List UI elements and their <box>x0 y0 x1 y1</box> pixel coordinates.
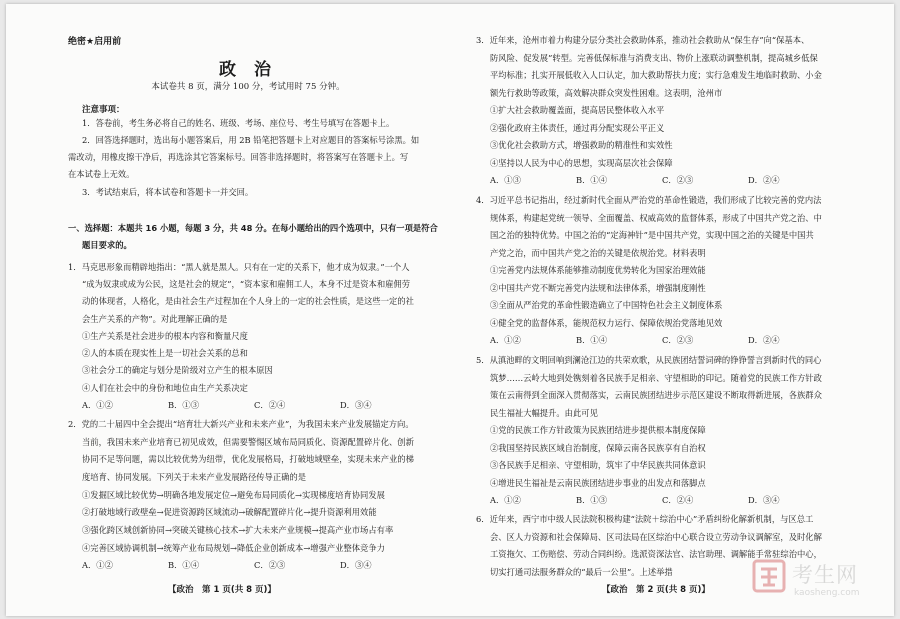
question-4-line: 4．习近平总书记指出，经过新时代全面从严治党的革命性锻造，我们形成了比较完善的党内法 <box>476 195 822 205</box>
question-5-line: 5．从滇池畔的文明回响到澜沧江边的共荣欢歌，从民族团结誓词碑的铮铮誓言到新时代的同心 <box>476 355 822 365</box>
option-b[interactable]: B．①④ <box>576 335 607 345</box>
secret-label: 绝密★启用前 <box>68 37 122 47</box>
question-3-item: ④坚持以人民为中心的思想，实现高层次社会保障 <box>490 158 673 168</box>
option-c[interactable]: C．②④ <box>254 400 286 410</box>
notice-line: 需改动，用橡皮擦干净后，再选涂其它答案标号。回答非选择题时，将答案写在答题卡上。写 <box>68 152 409 162</box>
page-footer-left: 【政治 第 1 页(共 8 页)】 <box>168 585 276 595</box>
kaosheng-logo-icon <box>752 559 786 593</box>
option-d[interactable]: D．②④ <box>748 175 780 185</box>
question-2-options <box>82 557 426 575</box>
question-4-item: ③全面从严治党的革命性锻造确立了中国特色社会主义制度体系 <box>490 300 723 310</box>
question-5-line: 策在云南得到全面深入贯彻落实，云南民族团结进步示范区建设不断取得新进展，各族群众 <box>490 390 822 400</box>
question-1-item: ③社会分工的确定与划分是阶级对立产生的根本原因 <box>82 365 273 375</box>
question-1-line: 会生产关系的产物”。对此理解正确的是 <box>82 314 228 324</box>
option-a[interactable]: A．①② <box>490 495 521 505</box>
notice-heading: 注意事项： <box>82 105 125 115</box>
question-1-item: ④人们在社会中的身份和地位由生产关系决定 <box>82 383 248 393</box>
question-2-line: 协同不足等问题，需以比较优势为纽带，优化发展格局，打破地域壁垒，实现未来产业的梯 <box>82 454 414 464</box>
watermark-name: 考生网 <box>792 563 858 587</box>
question-4-item: ①完善党内法规体系能够推动制度优势转化为国家治理效能 <box>490 265 706 275</box>
option-d[interactable]: D．③④ <box>340 560 372 570</box>
page-footer-right: 【政治 第 2 页(共 8 页)】 <box>602 585 710 595</box>
question-6-line: 切实打通司法服务群众的“最后一公里”。上述举措 <box>490 567 673 577</box>
question-3-item: ①扩大社会救助覆盖面，提高居民整体收入水平 <box>490 105 665 115</box>
question-1-item: ②人的本质在现实性上是一切社会关系的总和 <box>82 348 248 358</box>
question-3-line: 防风险、促发展”转型。完善低保标准与消费支出、物价上涨联动调整机制，提高城乡低保 <box>490 53 818 63</box>
notice-line: 1．答卷前，考生务必将自己的姓名、班级、考场、座位号、考生号填写在答题卡上。 <box>82 118 395 128</box>
question-4-options <box>490 332 834 350</box>
section-heading-cont: 题目要求的。 <box>82 240 132 250</box>
question-4-line: 国之治的独特优势。中国之治的“定海神针”是中国共产党，实现中国之治的关键是中国共 <box>490 230 814 240</box>
exam-paper-sheet <box>6 4 894 616</box>
question-5-line: 筑梦……云岭大地到处镌刻着各民族手足相亲、守望相助的印记。随着党的民族工作方针政 <box>490 373 822 383</box>
question-4-item: ④健全党的监督体系，能规范权力运行、保障依规治党落地见效 <box>490 318 723 328</box>
watermark <box>752 555 900 615</box>
question-4-line: 规体系，构建起党统一领导、全面覆盖、权威高效的监督体系，形成了中国共产党之治、中 <box>490 213 822 223</box>
option-b[interactable]: B．①④ <box>168 560 199 570</box>
option-a[interactable]: A．①② <box>82 400 113 410</box>
page-title: 政 治 <box>219 60 277 80</box>
question-4-item: ②中国共产党不断完善党内法规和法律体系，增强制度刚性 <box>490 283 706 293</box>
option-b[interactable]: B．①③ <box>168 400 199 410</box>
question-1-line: 1．马克思形象而精辟地指出：“黑人就是黑人。只有在一定的关系下，他才成为奴隶。”一个人 <box>68 262 410 272</box>
option-b[interactable]: B．①③ <box>576 495 607 505</box>
option-c[interactable]: C．②③ <box>662 335 694 345</box>
option-d[interactable]: D．③④ <box>748 495 780 505</box>
question-3-options <box>490 172 834 190</box>
question-3-item: ③优化社会救助方式，增强救助的精准性和实效性 <box>490 140 673 150</box>
notice-line: 2．回答选择题时，选出每小题答案后，用 2B 铅笔把答题卡上对应题目的答案标号涂黑。如 <box>82 135 420 145</box>
question-1-line: “成为奴隶或成为公民，这是社会的规定”，“资本家和雇佣工人，本身不过是资本和雇佣劳 <box>82 279 411 289</box>
question-2-line: 当前，我国未来产业培育已初见成效，但需要警惕区域布局同质化、资源配置碎片化、创新 <box>82 437 414 447</box>
option-a[interactable]: A．①② <box>82 560 113 570</box>
question-2-line: 2．党的二十届四中全会提出“培育壮大新兴产业和未来产业”，为我国未来产业发展锚定方向。 <box>68 419 414 429</box>
option-d[interactable]: D．③④ <box>340 400 372 410</box>
question-2-item: ②打破地域行政壁垒→促进资源跨区域流动→破解配置碎片化→提升资源利用效能 <box>82 507 377 517</box>
question-5-item: ③各民族手足相亲、守望相助，筑牢了中华民族共同体意识 <box>490 460 706 470</box>
question-2-item: ③强化跨区域创新协同→突破关键核心技术→扩大未来产业规模→提高产业市场占有率 <box>82 525 394 535</box>
question-1-item: ①生产关系是社会进步的根本内容和衡量尺度 <box>82 331 248 341</box>
option-a[interactable]: A．①③ <box>490 175 521 185</box>
exam-subtitle: 本试卷共 8 页，满分 100 分，考试用时 75 分钟。 <box>151 82 345 92</box>
question-5-item: ④增进民生福祉是云南民族团结进步事业的出发点和落脚点 <box>490 478 706 488</box>
option-c[interactable]: C．②④ <box>662 495 694 505</box>
question-5-item: ①党的民族工作方针政策为民族团结进步提供根本制度保障 <box>490 425 706 435</box>
notice-line: 3．考试结束后，将本试卷和答题卡一并交回。 <box>82 187 254 197</box>
question-3-line: 3．近年来，沧州市着力构建分层分类社会救助体系，推动社会救助从“保生存”向“保基本、 <box>476 35 810 45</box>
option-a[interactable]: A．①② <box>490 335 521 345</box>
question-2-item: ①发掘区域比较优势→明确各地发展定位→避免布局同质化→实现梯度培育协同发展 <box>82 490 385 500</box>
question-3-line: 额先行救助等政策，高效解决群众突发性困难。这表明，沧州市 <box>490 88 723 98</box>
option-c[interactable]: C．②③ <box>254 560 286 570</box>
notice-line: 在本试卷上无效。 <box>68 169 135 179</box>
question-6-line: 会、区人力资源和社会保障局、区司法局在区综治中心联合设立劳动争议调解室，及时化解 <box>490 532 822 542</box>
question-1-line: 动的体现者，人格化，是由社会生产过程加在个人身上的一定的社会性质，是这些一定的社 <box>82 296 414 306</box>
question-5-item: ②我国坚持民族区域自治制度，保障云南各民族享有自治权 <box>490 443 706 453</box>
question-4-line: 产党之治，而中国共产党之治的关键是依规治党。材料表明 <box>490 248 706 258</box>
question-5-options <box>490 492 834 510</box>
option-c[interactable]: C．②③ <box>662 175 694 185</box>
section-heading: 一、选择题：本题共 16 小题，每题 3 分，共 48 分。在每小题给出的四个选项中，只有一项是符合 <box>68 223 438 233</box>
question-6-line: 工资拖欠、工伤赔偿、劳动合同纠纷。选派资深法官、法官助理、调解能手常驻综治中心， <box>490 549 822 559</box>
question-2-item: ④完善区域协调机制→统筹产业布局规划→降低企业创新成本→增强产业整体竞争力 <box>82 543 385 553</box>
question-2-line: 度培育、协同发展。下列关于未来产业发展路径传导正确的是 <box>82 472 307 482</box>
question-1-options <box>82 397 426 415</box>
question-3-item: ②强化政府主体责任，通过再分配实现公平正义 <box>490 123 665 133</box>
option-d[interactable]: D．②④ <box>748 335 780 345</box>
watermark-url: kaosheng.com <box>794 588 860 598</box>
question-6-line: 6．近年来，西宁市中级人民法院积极构建“法院＋综治中心”矛盾纠纷化解新机制，与区总工 <box>476 514 814 524</box>
question-5-line: 民生福祉大幅提升。由此可见 <box>490 408 598 418</box>
option-b[interactable]: B．①④ <box>576 175 607 185</box>
question-3-line: 平均标准；扎实开展低收入人口认定，加大救助帮扶力度；实行急难发生地临时救助、小金 <box>490 70 822 80</box>
